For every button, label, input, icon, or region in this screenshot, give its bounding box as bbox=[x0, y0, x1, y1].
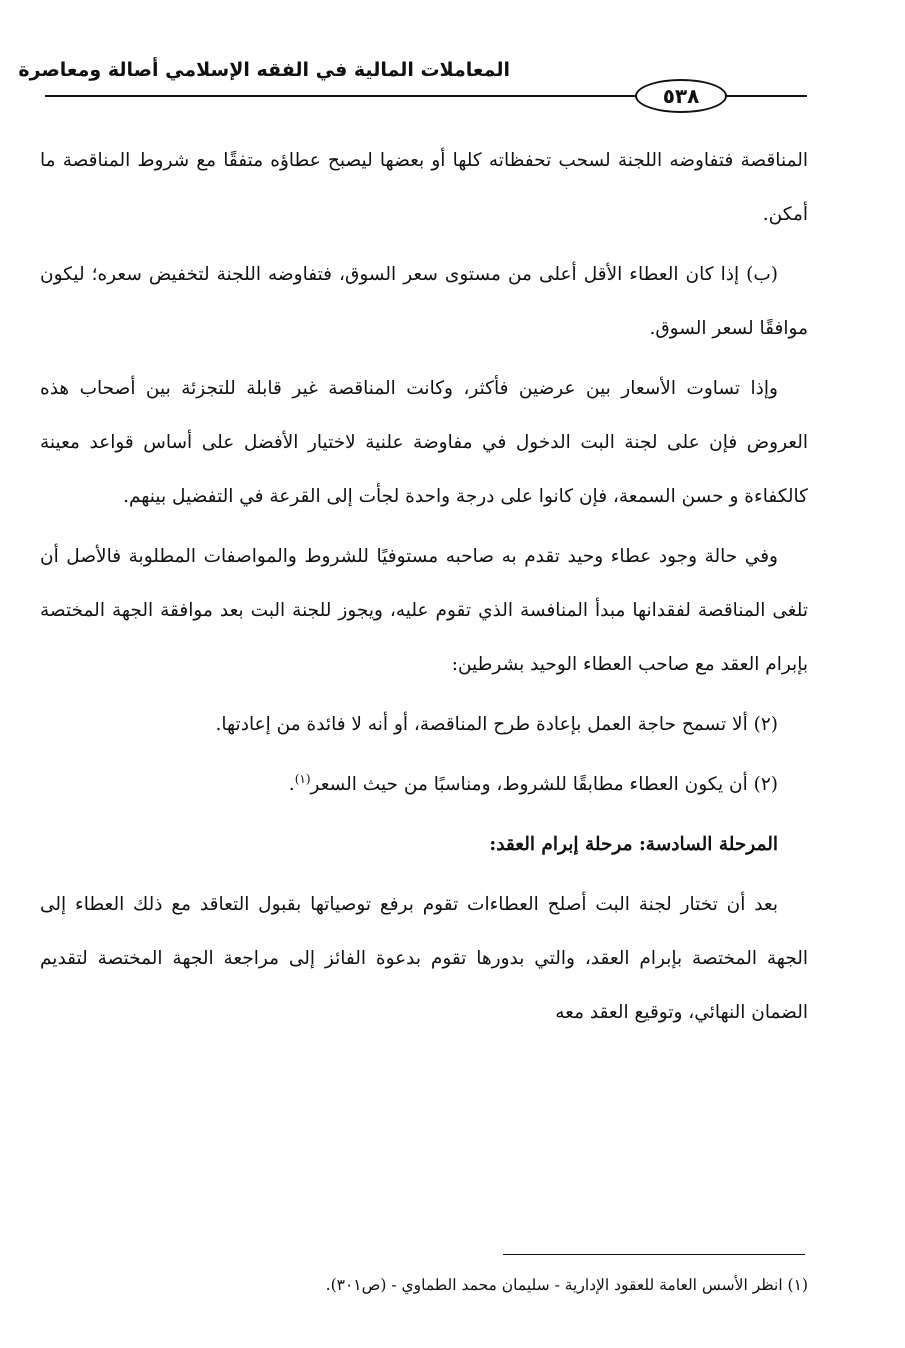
paragraph-single-bid: وفي حالة وجود عطاء وحيد تقدم به صاحبه مستوفيًا للشروط والمواصفات المطلوبة فالأصل أن تلغى المناقصة لفقدانها مبدأ المنافسة الذي تقوم عليه، ويجوز للجنة البت بعد موافقة الجهة المختصة بإبرام العقد مع صاحب العطاء الوحيد بشرطين: bbox=[40, 546, 808, 675]
footnote-reference: (١) bbox=[294, 771, 311, 786]
condition-item-2-end: . bbox=[288, 774, 295, 795]
paragraph-equal-prices: وإذا تساوت الأسعار بين عرضين فأكثر، وكانت المناقصة غير قابلة للتجزئة بين أصحاب هذه العروض فإن على لجنة البت الدخول في مفاوضة علنية لاختيار الأفضل على أساس قواعد معينة كالكفاءة و حسن السمعة، فإن كانوا على درجة واحدة لجأت إلى القرعة في التفضيل بينهم. bbox=[40, 378, 808, 507]
footnote: (١) انظر الأسس العامة للعقود الإدارية - سليمان محمد الطماوي - (ص٣٠١). bbox=[325, 1276, 808, 1294]
running-title: المعاملات المالية في الفقه الإسلامي أصالة ومعاصرة bbox=[18, 59, 510, 81]
condition-item-1: (٢) ألا تسمح حاجة العمل بإعادة طرح المناقصة، أو أنه لا فائدة من إعادتها. bbox=[215, 714, 778, 735]
paragraph-continuation: المناقصة فتفاوضه اللجنة لسحب تحفظاته كلها أو بعضها ليصبح عطاؤه متفقًا مع شروط المناقصة ما أمكن. bbox=[40, 150, 808, 225]
paragraph-contract-stage: بعد أن تختار لجنة البت أصلح العطاءات تقوم برفع توصياتها بقبول التعاقد مع ذلك العطاء إلى الجهة المختصة بإبرام العقد، والتي بدورها تقوم بدعوة الفائز إلى مراجعة الجهة المختصة لتقديم الضمان النهائي، وتوقيع العقد معه bbox=[40, 894, 808, 1023]
paragraph-item-b: (ب) إذا كان العطاء الأقل أعلى من مستوى سعر السوق، فتفاوضه اللجنة لتخفيض سعره؛ ليكون موافقًا لسعر السوق. bbox=[40, 264, 808, 339]
body-text bbox=[40, 134, 808, 1046]
section-heading: المرحلة السادسة: مرحلة إبرام العقد: bbox=[489, 834, 778, 855]
condition-item-2-text: (٢) أن يكون العطاء مطابقًا للشروط، ومناسبًا من حيث السعر bbox=[310, 774, 778, 795]
page-number-oval: ٥٣٨ bbox=[635, 79, 727, 113]
footnote-rule bbox=[503, 1254, 805, 1255]
condition-item-2 bbox=[40, 758, 808, 812]
